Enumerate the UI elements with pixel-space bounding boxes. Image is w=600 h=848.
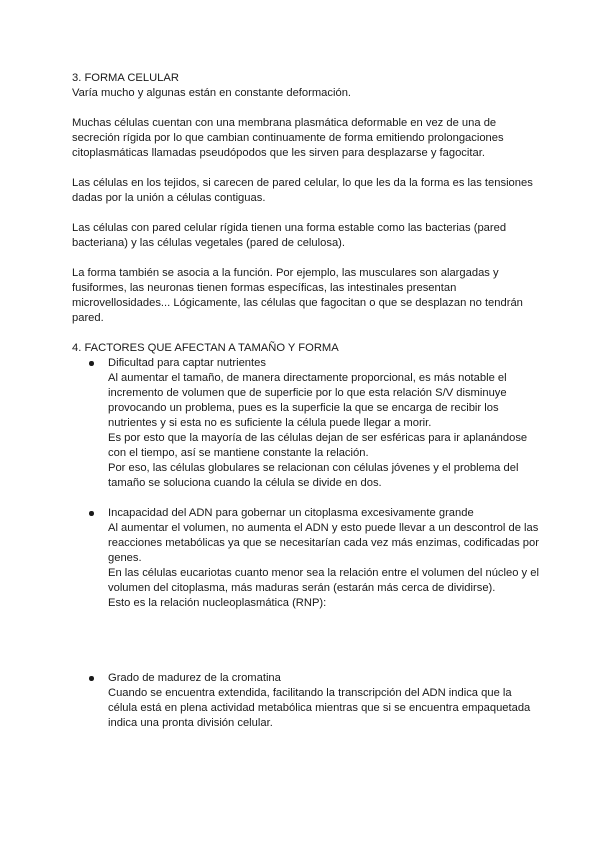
bullet-icon (89, 361, 94, 366)
bullet-icon (89, 676, 94, 681)
list-item-text: Al aumentar el tamaño, de manera directamente proporcional, es más notable el incremento de volumen que de superficie por lo que esta relación S/V disminuye provocando un problema, pues es la superficie la que se encarga de recibir los nutrientes y si esta no es suficiente la célula puede llegar a morir. (108, 372, 507, 429)
list-item-text: Cuando se encuentra extendida, facilitando la transcripción del ADN indica que la célula está en plena actividad metabólica mientras que si se encuentra empaquetada indica una pronta división celular. (108, 687, 531, 729)
section-3-paragraph: Las células en los tejidos, si carecen de pared celular, lo que les da la forma es las tensiones dadas por la unión a células contiguas. (72, 177, 533, 204)
section-3-intro: Varía mucho y algunas están en constante deformación. (72, 87, 352, 99)
list-item-text: Por eso, las células globulares se relacionan con células jóvenes y el problema del tamaño se soluciona cuando la célula se divide en dos. (108, 462, 519, 489)
section-4-title: 4. FACTORES QUE AFECTAN A TAMAÑO Y FORMA (72, 342, 339, 354)
factors-list (72, 671, 542, 731)
document-page (72, 71, 542, 731)
list-item (72, 671, 542, 731)
factors-list (72, 506, 542, 611)
section-3-paragraph: La forma también se asocia a la función. Por ejemplo, las musculares son alargadas y fusiformes, las neuronas tienen formas específicas, las intestinales presentan microvellosidades... Lógicamente, las células que fagocitan o que se desplazan no tendrán pared. (72, 267, 523, 324)
list-item-text: Esto es la relación nucleoplasmática (RNP): (108, 597, 327, 609)
factors-list (72, 356, 542, 491)
list-item-text: Al aumentar el volumen, no aumenta el ADN y esto puede llevar a un descontrol de las reacciones metabólicas ya que se necesitarían cada vez más enzimas, codificadas por genes. (108, 522, 539, 564)
list-item-heading: Dificultad para captar nutrientes (108, 357, 266, 369)
list-item-text: Es por esto que la mayoría de las células dejan de ser esféricas para ir aplanándose con el tiempo, así se mantiene constante la relación. (108, 432, 528, 459)
list-item-heading: Grado de madurez de la cromatina (108, 672, 281, 684)
section-3-paragraph: Las células con pared celular rígida tienen una forma estable como las bacterias (pared bacteriana) y las células vegetales (pared de celulosa). (72, 222, 507, 249)
section-3-title: 3. FORMA CELULAR (72, 72, 179, 84)
bullet-icon (89, 511, 94, 516)
section-3-paragraph: Muchas células cuentan con una membrana plasmática deformable en vez de una de secreción rígida por lo que cambian continuamente de forma emitiendo prolongaciones citoplasmáticas llamadas pseudópodos que les sirven para desplazarse y fagocitar. (72, 117, 504, 159)
list-item (72, 356, 542, 491)
list-item-heading: Incapacidad del ADN para gobernar un citoplasma excesivamente grande (108, 507, 474, 519)
list-item (72, 506, 542, 611)
list-item-text: En las células eucariotas cuanto menor sea la relación entre el volumen del núcleo y el volumen del citoplasma, más maduras serán (estarán más cerca de dividirse). (108, 567, 539, 594)
